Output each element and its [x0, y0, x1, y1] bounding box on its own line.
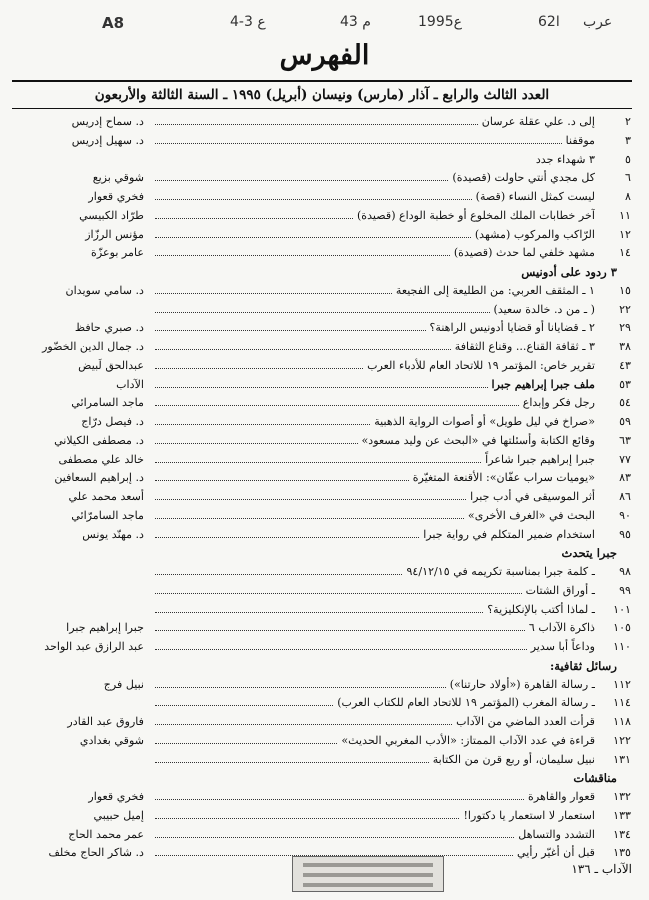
- entry-author: جبرا إبراهيم جبرا: [66, 621, 144, 635]
- entry-page-number: ٤٣: [619, 358, 631, 372]
- entry-author: د. جمال الدين الخضّور: [42, 340, 144, 353]
- entry-title: مشهد خلفي لما حدث (قصيدة): [453, 246, 595, 260]
- entry-title-cell: [149, 338, 595, 357]
- entry-title-cell: [149, 432, 595, 451]
- dot-leader: [155, 508, 464, 519]
- dot-leader: [155, 695, 333, 706]
- section-heading: رسائل ثقافية:: [549, 658, 617, 673]
- entry-page-number: ٩٠: [619, 508, 631, 522]
- entry-title: قعوار والقاهرة: [528, 790, 595, 803]
- entry-title-cell: [149, 694, 595, 713]
- toc-entry: [0, 432, 649, 451]
- dot-leader: [155, 489, 466, 500]
- entry-title: ـ أوراق الشتات: [525, 583, 595, 597]
- entry-author: أسعد محمد علي: [68, 490, 144, 503]
- toc-entry: [0, 113, 649, 132]
- entry-page-number: ٨٦: [619, 490, 631, 503]
- entry-title-cell: [149, 563, 595, 582]
- dot-leader: [155, 339, 451, 350]
- entry-page-number: ٥٤: [619, 396, 631, 410]
- entry-title-cell: [149, 469, 595, 488]
- entry-author: فاروق عبد القادر: [67, 715, 144, 728]
- entry-author: فخري قعوار: [88, 190, 144, 203]
- entry-title-cell: [149, 132, 595, 151]
- toc-entry: [0, 394, 649, 413]
- entry-page-number: ٨٣: [619, 471, 631, 485]
- entry-title: تقرير خاص: المؤتمر ١٩ للاتحاد العام للأدباء العرب: [367, 358, 595, 372]
- entry-page-number: ١٣٥: [613, 846, 631, 860]
- entry-author: د. مهنّد يونس: [82, 527, 144, 541]
- entry-author: د. سهيل إدريس: [71, 133, 144, 147]
- dot-leader: [155, 227, 471, 238]
- dot-leader: [155, 789, 524, 800]
- handwritten-tag: عرب: [583, 14, 613, 30]
- entry-author: د. سماح إدريس: [71, 115, 144, 128]
- entry-author: ماجد السامرائي: [71, 396, 144, 410]
- entry-page-number: ١٣١: [613, 752, 631, 766]
- entry-page-number: ٥٩: [619, 415, 631, 428]
- entry-page-number: ١٣٣: [613, 808, 631, 822]
- entry-author: د. مصطفى الكيلاني: [54, 433, 144, 447]
- toc-entry: [0, 732, 649, 751]
- toc-entry: [0, 694, 649, 713]
- toc-entry: [0, 807, 649, 826]
- entry-title-cell: [149, 619, 595, 638]
- dot-leader: [155, 153, 532, 163]
- dot-leader: [155, 433, 358, 444]
- toc-entry: [0, 319, 649, 338]
- entry-page-number: ٦: [625, 171, 631, 185]
- entry-title-cell: [149, 413, 595, 432]
- entry-title-cell: [149, 188, 595, 207]
- entry-title-cell: [149, 676, 595, 695]
- entry-title: ـ رسالة المغرب (المؤتمر ١٩ للاتحاد العام للكتاب العرب): [337, 696, 595, 710]
- entry-title-cell: [149, 357, 595, 376]
- entry-page-number: ١٣٢: [613, 790, 631, 803]
- entry-title: ( ـ من د. خالدة سعيد): [493, 302, 595, 316]
- entry-author: فخري قعوار: [88, 790, 144, 803]
- entry-page-number: ٩٩: [619, 583, 631, 597]
- entry-title-cell: [149, 526, 595, 545]
- entry-title-cell: [149, 788, 595, 807]
- dot-leader: [155, 245, 450, 256]
- entry-title: موقفنا: [565, 133, 595, 147]
- toc-entry: [0, 676, 649, 695]
- entry-author: شوقي بزيع: [92, 171, 144, 185]
- entry-title-cell: [149, 713, 595, 732]
- dot-leader: [155, 208, 353, 219]
- entry-author: عامر بوعزّة: [91, 246, 144, 260]
- entry-author: نبيل فرج: [103, 677, 144, 691]
- handwritten-code: A8: [102, 14, 125, 32]
- entry-title-cell: [149, 319, 595, 338]
- dot-leader: [155, 320, 426, 331]
- entry-author: عبدالحق لَبيض: [78, 358, 144, 372]
- entry-title-cell: [149, 301, 595, 320]
- entry-title: جبرا إبراهيم جبرا شاعراً: [485, 452, 595, 466]
- toc-entry: [0, 526, 649, 545]
- section-heading: ٣ ردود على أدونيس: [521, 265, 617, 279]
- entry-author: د. سامي سويدان: [65, 283, 144, 297]
- entry-title: الرّاكب والمركوب (مشهد): [474, 227, 595, 241]
- entry-title-cell: [149, 113, 595, 132]
- entry-title-cell: [149, 732, 595, 751]
- entry-title-cell: [149, 751, 595, 770]
- entry-title: وقائع الكتابة وأسئلتها في «البحث عن وليد مسعود»: [361, 433, 595, 447]
- entry-title-cell: [149, 376, 595, 395]
- toc-entry: [0, 357, 649, 376]
- toc-entry: [0, 619, 649, 638]
- library-stamp: [292, 856, 444, 892]
- handwritten-page-ref: 6ا2: [538, 14, 560, 30]
- entry-title-cell: [149, 169, 595, 188]
- dot-leader: [155, 114, 478, 125]
- dot-leader: [155, 827, 514, 838]
- entry-author: خالد علي مصطفى: [58, 452, 144, 466]
- toc-entry: [0, 713, 649, 732]
- toc-entry: [0, 376, 649, 395]
- dot-leader: [155, 133, 562, 144]
- dot-leader: [155, 302, 490, 313]
- toc-entry: [0, 582, 649, 601]
- entry-page-number: ١٣٤: [613, 827, 631, 841]
- toc-entry: [0, 413, 649, 432]
- entry-title: إلى د. علي عقلة عرسان: [481, 115, 595, 128]
- entry-page-number: ١٥: [619, 283, 631, 297]
- handwritten-year: 1995ع: [418, 14, 462, 30]
- toc-entry: [0, 226, 649, 245]
- toc-entry: [0, 188, 649, 207]
- entry-title-cell: [149, 507, 595, 526]
- entry-page-number: ٥: [625, 152, 631, 166]
- entry-author: إميل حبيبي: [93, 808, 144, 822]
- entry-author: مؤنس الرزّاز: [85, 227, 144, 241]
- entry-author: ماجد السامرّائي: [71, 508, 144, 522]
- toc-entry: [0, 207, 649, 226]
- entry-title: ليست كمثل النساء (قصة): [475, 190, 595, 203]
- entry-page-number: ١٠٥: [613, 621, 631, 635]
- dot-leader: [155, 845, 513, 856]
- entry-title: كل مجدي أنتي حاولت (قصيدة): [452, 171, 595, 185]
- entry-title-cell: [149, 244, 595, 263]
- dot-leader: [155, 564, 402, 575]
- entry-title: ـ لماذا أكتب بالإنكليزية؟: [487, 602, 595, 616]
- entry-author: طرّاد الكبيسي: [79, 208, 144, 222]
- entry-page-number: ٩٨: [619, 565, 631, 578]
- entry-author: الآداب: [116, 377, 144, 391]
- entry-title: نبيل سليمان، أو ربع قرن من الكتابة: [432, 752, 595, 766]
- entry-author: د. صبري حافظ: [74, 321, 144, 335]
- entry-page-number: ٢: [625, 115, 631, 128]
- entry-title: استعمار لا استعمار يا دكتورا!: [463, 808, 595, 822]
- entry-page-number: ٩٥: [619, 527, 631, 541]
- entry-author: د. فيصل درّاج: [81, 415, 144, 428]
- entry-title: «يوميات سراب عفّان»: الأقنعة المتغيّرة: [412, 471, 595, 485]
- entry-title: استخدام ضمير المتكلم في رواية جبرا: [423, 527, 595, 541]
- entry-page-number: ٢٢: [619, 302, 631, 316]
- toc-entry: [0, 469, 649, 488]
- toc-entry: [0, 282, 649, 301]
- entry-page-number: ١١٤: [613, 696, 631, 710]
- dot-leader: [155, 527, 419, 538]
- table-of-contents: [0, 113, 649, 863]
- entry-title-cell: [149, 207, 595, 226]
- entry-title: أثر الموسيقى في أدب جبرا: [470, 490, 595, 503]
- entry-title: ٢ ـ قضايانا أو قضايا أدونيس الراهنة؟: [429, 321, 595, 335]
- dot-leader: [155, 808, 459, 819]
- page-title: الفهرس: [279, 40, 370, 71]
- entry-page-number: ٣٨: [619, 340, 631, 353]
- entry-title-cell: [149, 394, 595, 413]
- toc-entry: [0, 826, 649, 845]
- toc-entry: [0, 169, 649, 188]
- dot-leader: [155, 752, 429, 763]
- toc-entry: [0, 601, 649, 620]
- entry-title-cell: [149, 807, 595, 826]
- page-footer: الآداب ـ ١٣٦: [571, 862, 632, 876]
- toc-entry: [0, 151, 649, 170]
- entry-title: قبل أن أغيّر رأيي: [517, 846, 595, 860]
- handwritten-date: 4-3 ع: [230, 14, 266, 30]
- entry-title: رجل فكر وإبداع: [522, 396, 595, 410]
- handwritten-annotations: [0, 14, 649, 40]
- toc-entry: [0, 244, 649, 263]
- entry-author: شوقي بغدادي: [79, 733, 144, 747]
- dot-leader: [155, 283, 392, 294]
- dot-leader: [155, 414, 370, 425]
- entry-page-number: ١١٢: [613, 677, 631, 691]
- entry-title: ـ رسالة القاهرة («أولاد حارتنا»): [449, 677, 595, 691]
- toc-entry: [0, 301, 649, 320]
- entry-page-number: ١٢: [619, 227, 631, 241]
- toc-entry: [0, 563, 649, 582]
- dot-leader: [155, 170, 448, 181]
- entry-page-number: ٢٩: [619, 321, 631, 335]
- entry-page-number: ٧٧: [619, 452, 631, 466]
- entry-title-cell: [149, 601, 595, 620]
- dot-leader: [155, 714, 452, 725]
- entry-page-number: ١٢٢: [613, 733, 631, 747]
- handwritten-number: م 43: [340, 14, 371, 30]
- entry-page-number: ٥٣: [619, 377, 631, 391]
- entry-author: عمر محمد الحاج: [68, 827, 144, 841]
- toc-entry: [0, 638, 649, 657]
- entry-title: «صراخ في ليل طويل» أو أصوات الرواية الذهبية: [374, 415, 595, 428]
- dot-leader: [155, 377, 488, 388]
- entry-title: ١ ـ المثقف العربي: من الطليعة إلى الفجيعة: [395, 283, 595, 297]
- dot-leader: [155, 602, 483, 613]
- entry-page-number: ٦٣: [619, 433, 631, 447]
- entry-title: ـ كلمة جبرا بمناسبة تكريمه في ٩٤/١٢/١٥: [406, 565, 595, 578]
- entry-title-cell: [149, 282, 595, 301]
- section-heading: جبرا يتحدث: [561, 546, 617, 561]
- entry-page-number: ١١: [619, 208, 631, 222]
- dot-leader: [155, 677, 446, 688]
- toc-entry: [0, 788, 649, 807]
- entry-title: ملف جبرا إبراهيم جبرا: [491, 377, 595, 391]
- toc-entry: [0, 132, 649, 151]
- dot-leader: [155, 470, 409, 481]
- entry-title-cell: [149, 488, 595, 507]
- entry-page-number: ٨: [625, 190, 631, 203]
- toc-entry: [0, 507, 649, 526]
- entry-title: ذاكرة الآداب ٦: [528, 621, 595, 635]
- entry-title: البحث في «الغرف الأخرى»: [467, 508, 595, 522]
- entry-page-number: ٣: [625, 133, 631, 147]
- dot-leader: [155, 395, 519, 406]
- entry-title-cell: [149, 226, 595, 245]
- section-heading: مناقشات: [573, 771, 617, 786]
- toc-entry: [0, 451, 649, 470]
- issue-banner: العدد الثالث والرابع ـ آذار (مارس) ونيسان (أبريل) ١٩٩٥ ـ السنة الثالثة والأربعون: [12, 80, 632, 109]
- dot-leader: [155, 620, 525, 631]
- dot-leader: [155, 639, 527, 650]
- entry-title-cell: [149, 826, 595, 845]
- toc-entry: [0, 488, 649, 507]
- dot-leader: [155, 583, 522, 594]
- dot-leader: [155, 733, 337, 744]
- dot-leader: [155, 358, 363, 369]
- dot-leader: [155, 452, 481, 463]
- entry-author: عبد الرازق عبد الواحد: [44, 640, 144, 653]
- entry-page-number: ١٤: [619, 246, 631, 260]
- entry-title-cell: [149, 151, 595, 170]
- entry-page-number: ١١٨: [613, 715, 631, 728]
- entry-page-number: ١١٠: [613, 640, 631, 653]
- entry-title: وداعاً أبا سدير: [530, 640, 595, 653]
- toc-entry: [0, 751, 649, 770]
- entry-title: آخر خطابات الملك المخلوع أو خطبة الوداع (قصيدة): [356, 208, 595, 222]
- entry-title: قراءة في عدد الآداب الممتاز: «الأدب المغربي الحديث»: [341, 733, 595, 747]
- dot-leader: [155, 189, 472, 200]
- entry-title-cell: [149, 582, 595, 601]
- entry-title: ٣ شهداء جدد: [535, 152, 595, 166]
- entry-author: د. شاكر الحاج مخلف: [48, 846, 144, 860]
- entry-title-cell: [149, 451, 595, 470]
- entry-author: د. إبراهيم السعافين: [54, 471, 144, 485]
- entry-title-cell: [149, 638, 595, 657]
- entry-title: التشدد والتساهل: [518, 827, 595, 841]
- entry-title: ٣ ـ ثقافة القناع... وقناع الثقافة: [454, 340, 595, 353]
- entry-page-number: ١٠١: [613, 602, 631, 616]
- toc-entry: [0, 338, 649, 357]
- entry-title: قرأت العدد الماضي من الآداب: [456, 715, 595, 728]
